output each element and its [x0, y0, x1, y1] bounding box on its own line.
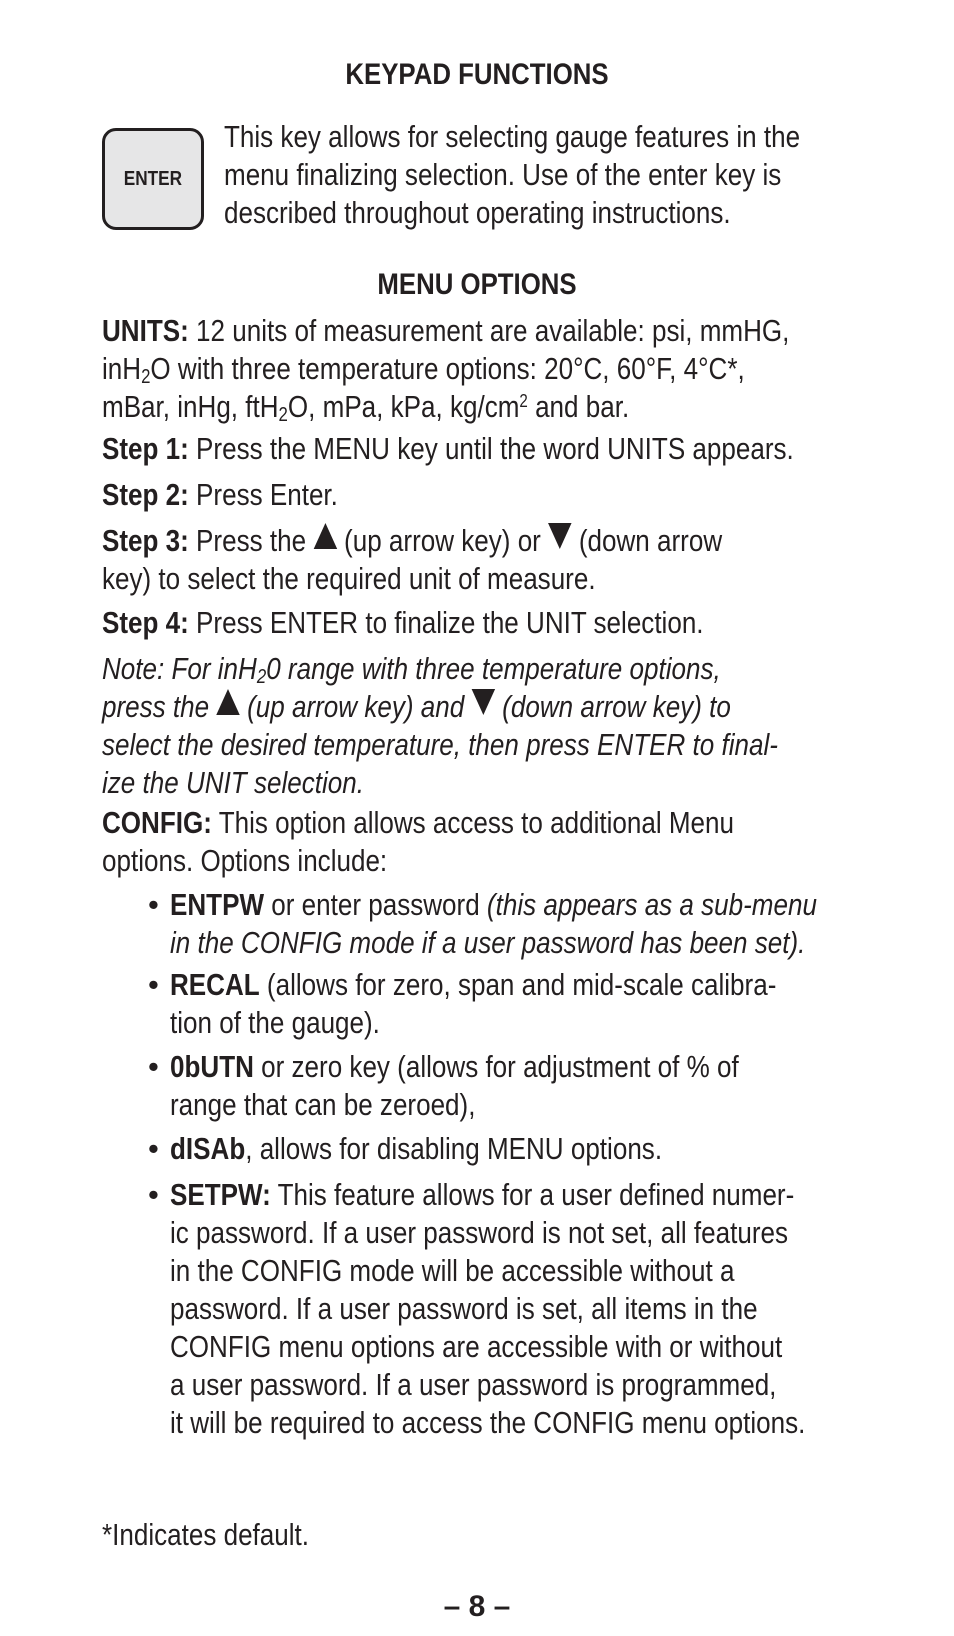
keypad-functions-heading: KEYPAD FUNCTIONS	[345, 58, 609, 91]
up-arrow-icon	[313, 523, 337, 549]
page-number: – 8 –	[443, 1590, 511, 1623]
up-arrow-icon	[216, 689, 240, 715]
down-arrow-icon	[471, 689, 495, 715]
step-4-label: Step 4:	[102, 605, 189, 640]
footnote: *Indicates default.	[102, 1517, 310, 1552]
down-arrow-icon	[548, 523, 572, 549]
enter-key-illustration	[102, 128, 204, 230]
units-label: UNITS:	[102, 313, 189, 348]
step-4: Step 4: Press ENTER to finalize the UNIT selection.	[102, 605, 704, 640]
enter-line-2: menu finalizing selection. Use of the enter key is	[224, 157, 782, 192]
bullet-dot: •	[148, 1177, 159, 1212]
enter-line-1: This key allows for selecting gauge features in the	[224, 119, 801, 154]
bullet-dot: •	[148, 1131, 159, 1166]
manual-page: KEYPAD FUNCTIONS ENTER This key allows for selecting gauge features in the menu finalizing selection. Use of the enter key is described throughout operating instructions. MENU OPTIONS UNITS: 12 units of measurement are available: psi, mmHG, inH$_2$O with three temperature options: 20°C, 60°F, 4°C*, mBar, inHg, ftH$_2$O, mPa, kPa, $kg/cm^2$ and bar. Step 1: Press the MENU key until the word UNITS appears. Step 2: Press Enter. Step 3: Press the (up arrow key) or (down arrow key) to select the required unit of measure. Step 4: Press ENTER to finalize the UNIT selection. Note: For inH$_2$0 range with three temperature options, press the (up arrow key) and (down arrow key) to select the desired temperature, then press ENTER to final- ize the UNIT selection. CONFIG: This option allows access to additional Menu options. Options include: • ENTPW or enter password (this appears as a sub-menu in the CONFIG mode if a user password has been set). • RECAL (allows for zero, span and mid-scale calibra- tion of the gauge). • 0bUTN or zero key (allows for adjustment of % of range that can be zeroed), • dISAb, allows for disabling MENU options. • SETPW: This feature allows for a user defined numer- ic password. If a user password is not set, all features in the CONFIG mode will be accessible without a password. If a user password is set, all items in the CONFIG menu options are accessible with or without a user password. If a user password is programmed, it will be required to access the CONFIG menu options. *Indicates default. – 8 –	[0, 0, 954, 1636]
config-label: CONFIG:	[102, 805, 212, 840]
units-paragraph: UNITS: 12 units of measurement are available: psi, mmHG, inH$_2$O with three temperature options: 20°C, 60°F, 4°C*, mBar, inHg, ftH$_2$O, mPa, kPa, $kg/cm^2$ and bar.	[102, 313, 790, 426]
config-paragraph: CONFIG: This option allows access to additional Menu options. Options include:	[102, 805, 734, 878]
bullet-dot: •	[148, 967, 159, 1002]
bullet-dot: •	[148, 1049, 159, 1084]
menu-options-heading: MENU OPTIONS	[377, 268, 577, 301]
step-1-label: Step 1:	[102, 431, 189, 466]
step-2-label: Step 2:	[102, 477, 189, 512]
note-paragraph: Note: For inH$_2$0 range with three temperature options, press the (up arrow key) and (down arrow key) to select the desired temperature, then press ENTER to final- ize the UNIT selection.	[102, 651, 778, 800]
enter-key-label: ENTER	[123, 167, 183, 190]
step-1: Step 1: Press the MENU key until the word UNITS appears.	[102, 431, 794, 466]
bullet-dot: •	[148, 887, 159, 922]
enter-line-3: described throughout operating instructions.	[224, 195, 731, 230]
step-2: Step 2: Press Enter.	[102, 477, 338, 512]
step-3: Step 3: Press the (up arrow key) or (down arrow key) to select the required unit of measure.	[102, 523, 723, 596]
enter-key-description	[224, 118, 944, 232]
step-3-label: Step 3:	[102, 523, 189, 558]
